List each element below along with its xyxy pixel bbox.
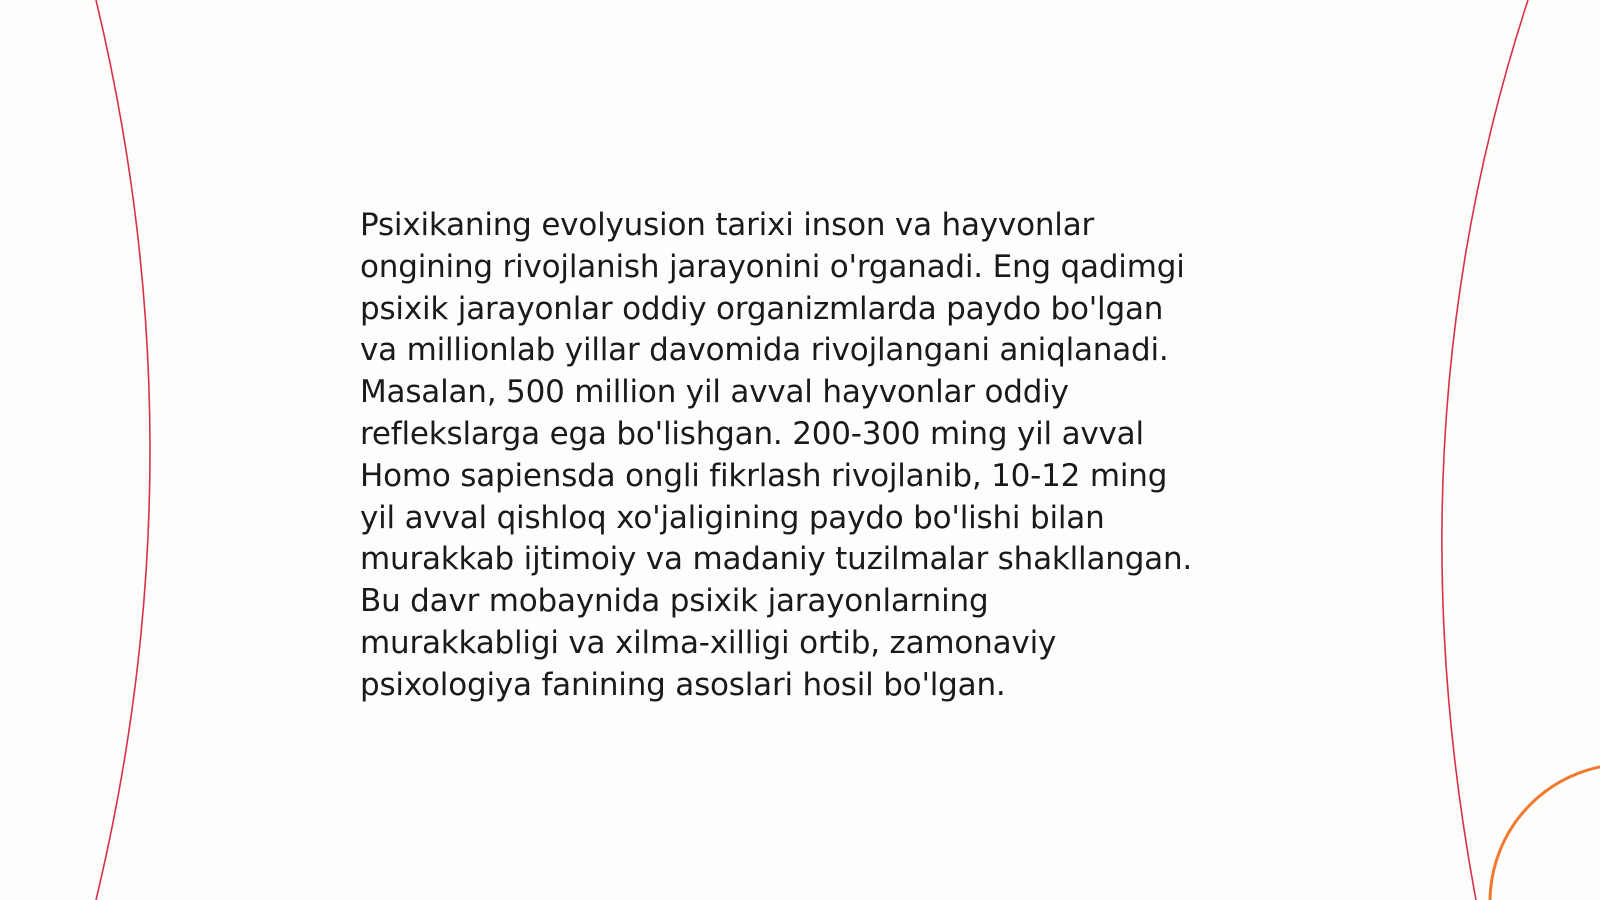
- body-paragraph: [360, 205, 1260, 707]
- paragraph-line: Homo sapiensda ongli fikrlash rivojlanib, 10-12 ming: [360, 457, 1168, 494]
- paragraph-line: ongining rivojlanish jarayonini o'rganadi. Eng qadimgi: [360, 248, 1185, 285]
- paragraph-line: murakkabligi va xilma-xilligi ortib, zamonaviy: [360, 624, 1057, 661]
- left-curve: [96, 0, 150, 900]
- orange-circle: [1490, 764, 1600, 900]
- paragraph-line: Masalan, 500 million yil avval hayvonlar oddiy: [360, 374, 1069, 411]
- paragraph-line: va millionlab yillar davomida rivojlangani aniqlanadi.: [360, 332, 1169, 369]
- right-curve: [1442, 0, 1528, 900]
- paragraph-line: murakkab ijtimoiy va madaniy tuzilmalar shakllangan.: [360, 541, 1193, 578]
- paragraph-line: psixologiya fanining asoslari hosil bo'lgan.: [360, 666, 1006, 703]
- paragraph-line: yil avval qishloq xo'jaligining paydo bo'lishi bilan: [360, 499, 1105, 536]
- paragraph-line: reflekslarga ega bo'lishgan. 200-300 ming yil avval: [360, 415, 1144, 452]
- paragraph-line: psixik jarayonlar oddiy organizmlarda paydo bo'lgan: [360, 290, 1164, 327]
- paragraph-line: Psixikaning evolyusion tarixi inson va hayvonlar: [360, 207, 1095, 243]
- paragraph-line: Bu davr mobaynida psixik jarayonlarning: [360, 583, 989, 620]
